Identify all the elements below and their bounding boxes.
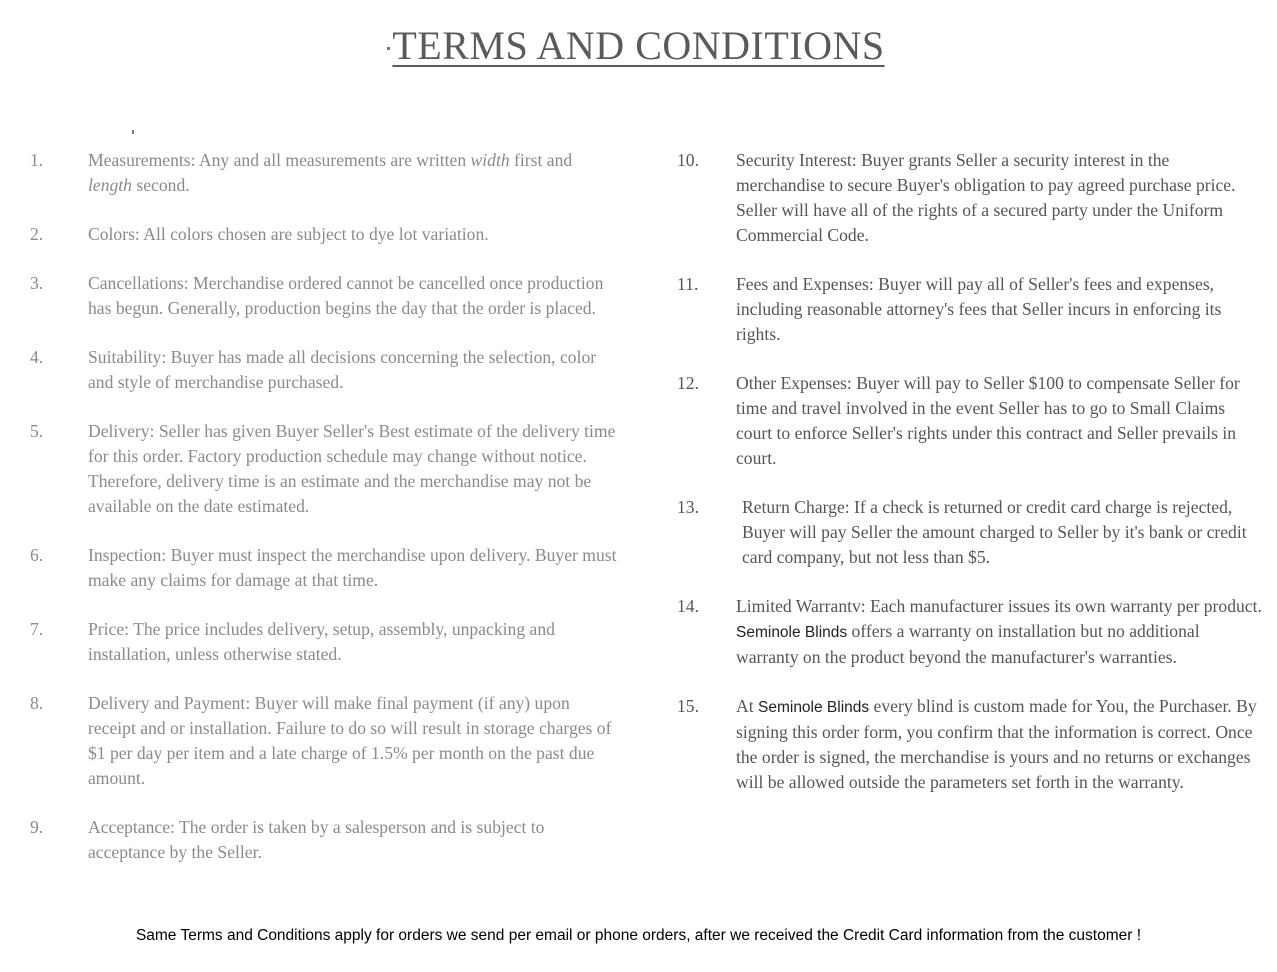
term-text: Limited Warrantv: Each manufacturer issues its own warranty per product. Seminole Blinds offers a warranty on installation but no additional warranty on the product beyond the manufacturer's warranties.: [736, 596, 1262, 667]
term-text: Colors: All colors chosen are subject to dye lot variation.: [88, 224, 489, 244]
term-item-4: [30, 345, 620, 395]
term-number: 5.: [30, 421, 44, 441]
term-item-12: [677, 371, 1262, 471]
term-item-9: [30, 815, 620, 865]
term-text: At Seminole Blinds every blind is custom made for You, the Purchaser. By signing this order form, you confirm that the information is correct. Once the order is signed, the merchandise is yours and no returns or exchanges will be allowed outside the parameters set forth in the warranty.: [736, 696, 1257, 792]
term-number: 9.: [30, 817, 44, 837]
term-item-10: [677, 148, 1262, 248]
term-number: 8.: [30, 693, 44, 713]
term-text: Inspection: Buyer must inspect the merchandise upon delivery. Buyer must make any claims for damage at that time.: [88, 545, 617, 590]
term-text: Return Charge: If a check is returned or credit card charge is rejected, Buyer will pay Seller the amount charged to Seller by it's bank or credit card company, but not less than $5.: [742, 497, 1247, 567]
term-item-15: [677, 694, 1262, 795]
term-text: Price: The price includes delivery, setup, assembly, unpacking and installation, unless otherwise stated.: [88, 619, 555, 664]
term-text: Delivery: Seller has given Buyer Seller's Best estimate of the delivery time for this order. Factory production schedule may change without notice. Therefore, delivery time is an estimate and the merchandise may not be available on the date estimated.: [88, 421, 616, 516]
term-text: Other Expenses: Buyer will pay to Seller $100 to compensate Seller for time and travel involved in the event Seller has to go to Small Claims court to enforce Seller's rights under this contract and Seller prevails in court.: [736, 373, 1240, 468]
term-item-6: [30, 543, 620, 593]
page-title: TERMS AND CONDITIONS: [392, 23, 885, 68]
term-number: 1.: [30, 150, 44, 170]
term-text: Measurements: Any and all measurements are written width first and length second.: [88, 150, 573, 195]
term-number: 15.: [677, 696, 699, 716]
term-item-3: [30, 271, 620, 321]
term-number: 13.: [677, 497, 699, 517]
terms-column-right: [677, 148, 1262, 819]
term-number: 6.: [30, 545, 44, 565]
term-item-1: [30, 148, 620, 198]
brand-name: Seminole Blinds: [736, 624, 848, 641]
terms-column-left: [30, 148, 620, 889]
term-number: 12.: [677, 373, 699, 393]
brand-name: Seminole Blinds: [758, 699, 870, 716]
term-item-8: [30, 691, 620, 791]
term-item-2: [30, 222, 620, 247]
term-text: Acceptance: The order is taken by a salesperson and is subject to acceptance by the Seller.: [88, 817, 545, 862]
term-item-5: [30, 419, 620, 519]
scan-speck: [387, 47, 390, 50]
term-text: Fees and Expenses: Buyer will pay all of Seller's fees and expenses, including reasonable attorney's fees that Seller incurs in enforcing its rights.: [736, 274, 1222, 344]
term-number: 2.: [30, 224, 44, 244]
scan-speck: [132, 130, 134, 134]
term-text: Delivery and Payment: Buyer will make final payment (if any) upon receipt and or installation. Failure to do so will result in storage charges of $1 per day per item and a late charge of 1.5% per month on the past due amount.: [88, 693, 612, 788]
term-number: 7.: [30, 619, 44, 639]
footer-note: Same Terms and Conditions apply for orders we send per email or phone orders, after we received the Credit Card information from the customer !: [135, 927, 1142, 944]
term-text: Suitability: Buyer has made all decisions concerning the selection, color and style of merchandise purchased.: [88, 347, 597, 392]
term-number: 10.: [677, 150, 699, 170]
term-item-13: [677, 495, 1262, 570]
term-item-11: [677, 272, 1262, 347]
term-number: 11.: [677, 274, 699, 294]
term-item-14: [677, 594, 1262, 670]
term-number: 14.: [677, 596, 699, 616]
term-number: 3.: [30, 273, 44, 293]
term-item-7: [30, 617, 620, 667]
term-text: Security Interest: Buyer grants Seller a security interest in the merchandise to secure Buyer's obligation to pay agreed purchase price. Seller will have all of the rights of a secured party under the Uniform Commercial Code.: [736, 150, 1236, 245]
term-text: Cancellations: Merchandise ordered cannot be cancelled once production has begun. Generally, production begins the day that the order is placed.: [88, 273, 604, 318]
term-number: 4.: [30, 347, 44, 367]
